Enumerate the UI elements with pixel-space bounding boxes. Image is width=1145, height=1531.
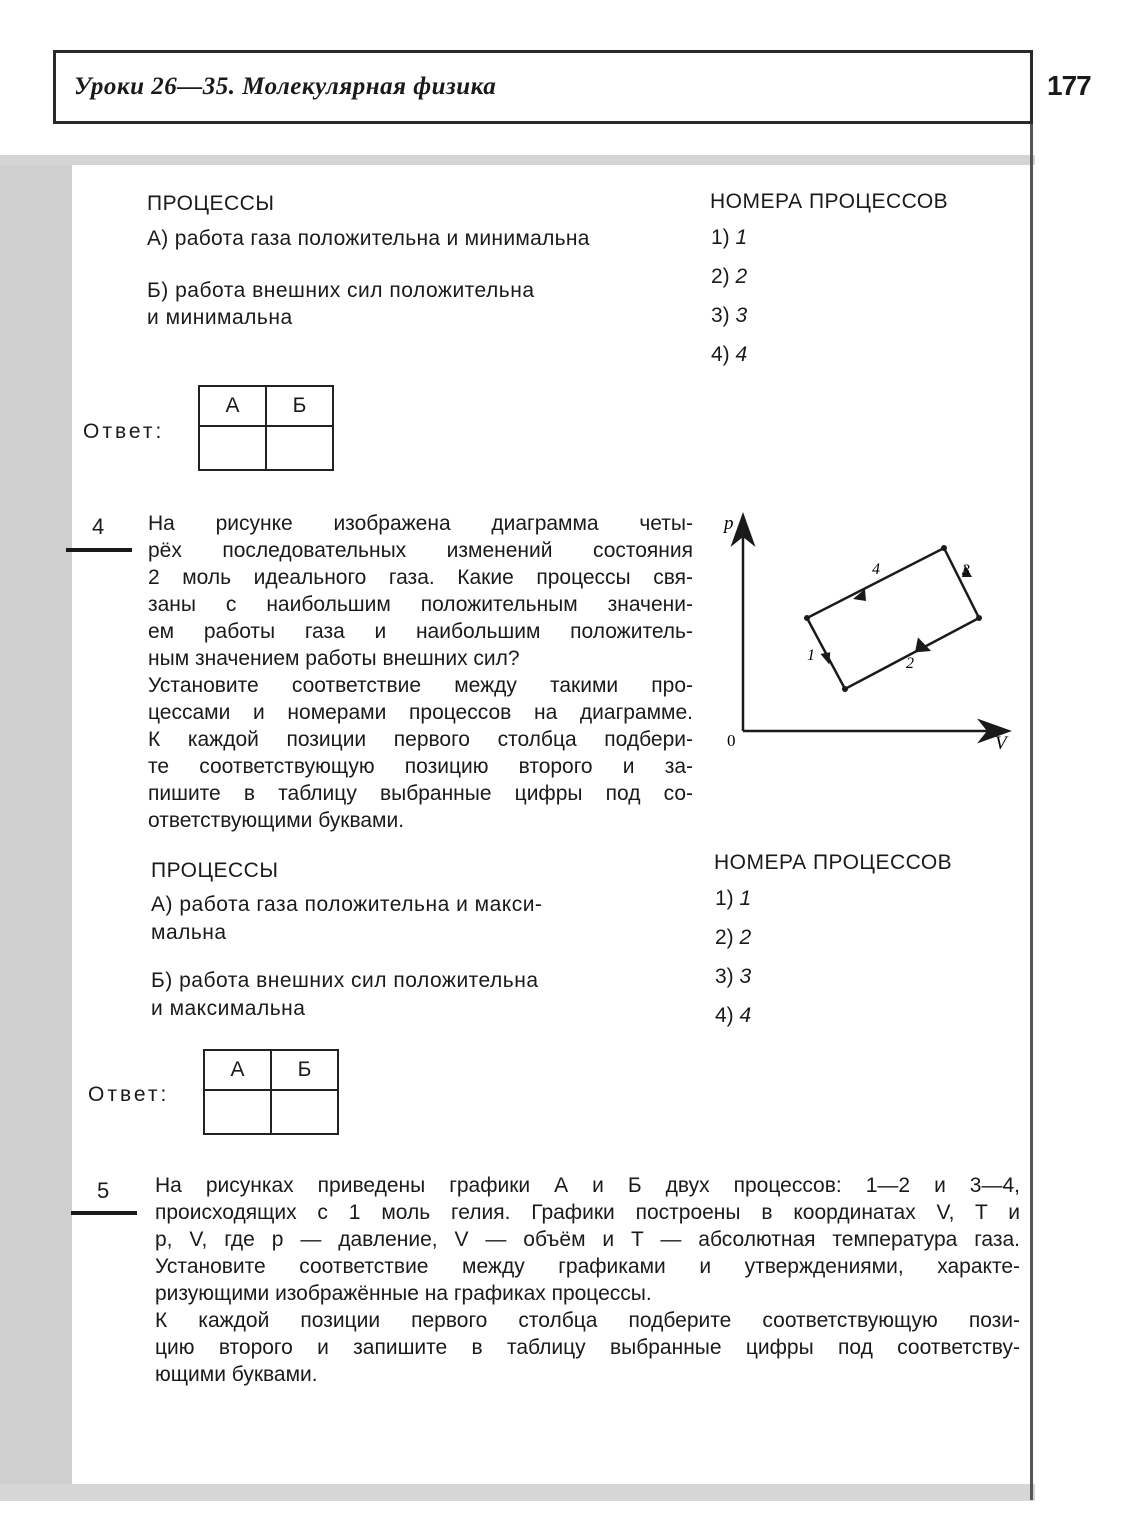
task4-text-line: К каждой позиции первого столбца подбери- — [148, 728, 693, 751]
task4-text-line: пишите в таблицу выбранные цифры под со- — [148, 782, 693, 805]
task4-text-line: На рисунке изображена диаграмма четы- — [148, 512, 693, 535]
task3-option-2: 2) 2 — [711, 265, 748, 288]
task4-option-1: 1) 1 — [715, 887, 752, 910]
process-label-1: 1 — [807, 647, 815, 664]
panel-top-band — [0, 155, 1035, 165]
task4-process-b-line1: Б) работа внешних сил положительна — [151, 969, 539, 992]
task5-text — [155, 1172, 1020, 1388]
task4-text-line: цессами и номерами процессов на диаграмме. — [148, 701, 693, 724]
state-point — [941, 545, 947, 551]
task3-numbers-header: НОМЕРА ПРОЦЕССОВ — [710, 190, 949, 213]
cycle-path — [807, 548, 979, 689]
task4-text-line: ем работы газа и наибольшим положитель- — [148, 620, 693, 643]
panel-bottom-band — [0, 1484, 1035, 1501]
task5-text-line: Установите соответствие между графиками и утверждениями, характе- — [155, 1255, 1020, 1278]
task4-number-rule — [66, 548, 132, 552]
task3-option-1: 1) 1 — [711, 226, 748, 249]
task3-answer-table — [198, 385, 334, 471]
process-label-2: 2 — [906, 655, 914, 672]
task3-process-a: А) работа газа положительна и минимальна — [147, 227, 590, 250]
task4-text-line: рёх последовательных изменений состояния — [148, 539, 693, 562]
task3-answer-col-a: А — [199, 386, 266, 426]
task4-option-2: 2) 2 — [715, 926, 752, 949]
task4-answer-table — [203, 1049, 339, 1135]
task4-text-line: заны с наибольшим положительным значени- — [148, 593, 693, 616]
panel-right-border — [1030, 124, 1033, 1500]
pv-diagram — [715, 505, 1025, 755]
task5-text-line: p, V, где p — давление, V — объём и T — абсолютная температура газа. — [155, 1228, 1020, 1251]
task4-text — [148, 510, 693, 834]
task3-answer-cell-b[interactable] — [266, 426, 333, 470]
task4-answer-label: Ответ: — [88, 1083, 170, 1106]
task4-answer-cell-a[interactable] — [204, 1090, 271, 1134]
state-point — [976, 615, 982, 621]
task3-answer-col-b: Б — [266, 386, 333, 426]
task3-process-b-line2: и минимальна — [147, 306, 293, 329]
task4-process-a-line2: мальна — [151, 921, 227, 944]
task4-option-3: 3) 3 — [715, 965, 752, 988]
task5-text-line: ющими буквами. — [155, 1363, 318, 1386]
task5-number-rule — [71, 1211, 137, 1215]
side-band — [0, 155, 72, 1501]
task4-answer-col-b: Б — [271, 1050, 338, 1090]
task5-text-line: происходящих с 1 моль гелия. Графики построены в координатах V, T и — [155, 1201, 1020, 1224]
task4-process-a-line1: А) работа газа положительна и макси- — [151, 893, 543, 916]
process-label-4: 4 — [872, 561, 880, 578]
task4-number: 4 — [92, 514, 105, 539]
task4-option-4: 4) 4 — [715, 1004, 752, 1027]
task3-option-4: 4) 4 — [711, 343, 748, 366]
task3-answer-cell-a[interactable] — [199, 426, 266, 470]
task3-process-b-line1: Б) работа внешних сил положительна — [147, 279, 535, 302]
x-axis-label: V — [995, 733, 1007, 754]
y-axis-label: p — [724, 513, 734, 534]
chapter-header — [53, 50, 1033, 124]
task5-text-line: На рисунках приведены графики А и Б двух процессов: 1—2 и 3—4, — [155, 1174, 1020, 1197]
task5-text-line: цию второго и запишите в таблицу выбранные цифры под соответству- — [155, 1336, 1020, 1359]
chapter-title: Уроки 26—35. Молекулярная физика — [74, 73, 497, 100]
state-point — [842, 686, 848, 692]
origin-label: 0 — [727, 731, 736, 750]
page-number: 177 — [1047, 70, 1091, 101]
task3-option-3: 3) 3 — [711, 304, 748, 327]
task4-process-b-line2: и максимальна — [151, 997, 306, 1020]
state-point — [804, 615, 810, 621]
task4-numbers-header: НОМЕРА ПРОЦЕССОВ — [714, 851, 953, 874]
task3-processes-header: ПРОЦЕССЫ — [147, 192, 275, 215]
task4-processes-header: ПРОЦЕССЫ — [151, 859, 279, 882]
task5-number: 5 — [97, 1178, 110, 1203]
task4-text-line: 2 моль идеального газа. Какие процессы свя- — [148, 566, 693, 589]
task4-text-line: ным значением работы внешних сил? — [148, 647, 520, 670]
task4-text-line: Установите соответствие между такими про- — [148, 674, 693, 697]
task5-text-line: К каждой позиции первого столбца подберите соответствующую пози- — [155, 1309, 1020, 1332]
process-label-3: 3 — [962, 562, 970, 579]
task4-answer-cell-b[interactable] — [271, 1090, 338, 1134]
task4-text-line: ответствующими буквами. — [148, 809, 405, 832]
task5-text-line: ризующими изображённые на графиках процессы. — [155, 1282, 652, 1305]
task3-answer-label: Ответ: — [83, 420, 165, 443]
task4-answer-col-a: А — [204, 1050, 271, 1090]
task4-text-line: те соответствующую позицию второго и за- — [148, 755, 693, 778]
